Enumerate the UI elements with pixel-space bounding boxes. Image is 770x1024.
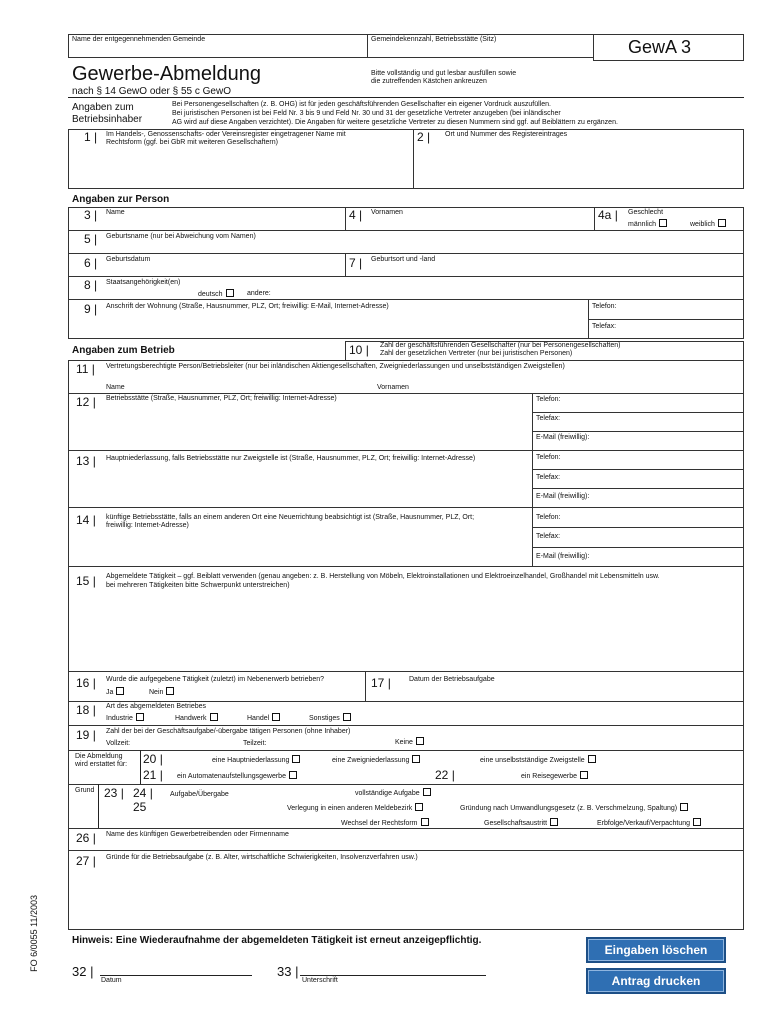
- field-25-number: 25: [133, 800, 147, 814]
- field-2-label: Ort und Nummer des Registereintrages: [445, 131, 568, 138]
- field-11-number: 11 |: [76, 362, 95, 376]
- staff-none[interactable]: Keine: [395, 737, 424, 747]
- none-checkbox[interactable]: [416, 737, 424, 745]
- main-branch-checkbox[interactable]: [292, 755, 300, 763]
- f12-email-label: E-Mail (freiwillig):: [536, 434, 590, 441]
- field-5-label: Geburtsname (nur bei Abweichung vom Namen): [106, 233, 256, 240]
- field-19-number: 19 |: [76, 728, 96, 742]
- field-5-number: 5 |: [84, 232, 98, 246]
- field-9-number: 9 |: [84, 302, 98, 316]
- header-divider: [68, 97, 744, 98]
- side-form-code: FO 6/0055 11/2003: [29, 894, 40, 972]
- industry-checkbox[interactable]: [136, 713, 144, 721]
- field-18-number: 18 |: [76, 703, 96, 717]
- partner-exit-checkbox[interactable]: [550, 818, 558, 826]
- legal-form-checkbox[interactable]: [421, 818, 429, 826]
- full-giveup-checkbox[interactable]: [423, 788, 431, 796]
- instruction-line-2: die zutreffenden Kästchen ankreuzen: [371, 78, 487, 85]
- field-12-label: Betriebsstätte (Straße, Hausnummer, PLZ, Ort; freiwillig: Internet-Adresse): [106, 395, 337, 402]
- relocation-option[interactable]: Verlegung in einen anderen Meldebezirk: [287, 803, 423, 813]
- field-15-number: 15 |: [76, 574, 96, 588]
- clear-inputs-button[interactable]: Eingaben löschen: [586, 937, 726, 963]
- nationality-german[interactable]: deutsch: [198, 289, 234, 299]
- field-21-number: 21 |: [143, 768, 163, 782]
- field-15-line-1: Abgemeldete Tätigkeit – ggf. Beiblatt verwenden (genau angeben: z. B. Herstellung von Möbeln, Elektroinstallationen und Elektroeinzelhandel, Großhandel mit Lebensmitteln usw.: [106, 573, 660, 580]
- form-title: Gewerbe-Abmeldung: [72, 63, 261, 85]
- field-9-label: Anschrift der Wohnung (Straße, Hausnummer, PLZ, Ort; freiwillig: E-Mail, Internet-Adresse): [106, 303, 389, 310]
- nationality-other[interactable]: andere:: [247, 290, 271, 297]
- field-14-line-1: künftige Betriebsstätte, falls an einem anderen Ort eine Neuerrichtung beabsichtigt ist (Straße, Hausnummer, PLZ, Ort;: [106, 514, 475, 521]
- f14-fax-field[interactable]: [532, 527, 744, 548]
- field-1-label-2: Rechtsform (ggf. bei GbR mit weiteren Gesellschaftern): [106, 139, 278, 146]
- home-phone-label: Telefon:: [592, 303, 617, 310]
- field-14-line-2: freiwillig: Internet-Adresse): [106, 522, 189, 529]
- field-33-number: 33 |: [277, 964, 299, 979]
- field-2-number: 2 |: [417, 130, 431, 144]
- home-fax-label: Telefax:: [592, 323, 617, 330]
- reason-divider: [98, 784, 99, 829]
- field-24-number: 24 |: [133, 786, 153, 800]
- field-10-line-2: Zahl der gesetzlichen Vertreter (nur bei juristischen Personen): [380, 350, 573, 357]
- owner-note-2: Bei juristischen Personen ist bei Feld Nr. 3 bis 9 und Feld Nr. 30 und 31 der gesetzliche Vertreter anzugeben (bei inländischer: [172, 110, 561, 117]
- craft-checkbox[interactable]: [210, 713, 218, 721]
- f12-fax-field[interactable]: [532, 412, 744, 432]
- restructure-checkbox[interactable]: [680, 803, 688, 811]
- field-14-number: 14 |: [76, 513, 96, 527]
- secondary-no[interactable]: Nein: [149, 687, 174, 697]
- type-other[interactable]: Sonstiges: [309, 713, 351, 723]
- f12-fax-label: Telefax:: [536, 415, 561, 422]
- f14-phone-label: Telefon:: [536, 514, 561, 521]
- signature-label: Unterschrift: [302, 977, 338, 984]
- branch-option[interactable]: eine Zweigniederlassung: [332, 755, 420, 765]
- f13-phone-field[interactable]: [532, 450, 744, 470]
- field-21-option[interactable]: ein Automatenaufstellungsgewerbe: [177, 771, 297, 781]
- field-13-label: Hauptniederlassung, falls Betriebsstätte nur Zweigstelle ist (Straße, Hausnummer, PLZ, Ort; freiwillig: Internet-Adresse): [106, 455, 476, 462]
- field-26-label: Name des künftigen Gewerbetreibenden oder Firmenname: [106, 831, 289, 838]
- field-27-number: 27 |: [76, 854, 96, 868]
- field-11-firstname: Vornamen: [377, 384, 409, 391]
- german-checkbox[interactable]: [226, 289, 234, 297]
- field-16-label: Wurde die aufgegebene Tätigkeit (zuletzt) im Nebenerwerb betrieben?: [106, 676, 325, 683]
- secondary-no-checkbox[interactable]: [166, 687, 174, 695]
- field-4a-label: Geschlecht: [628, 209, 664, 216]
- reason-label: Grund: [75, 787, 95, 794]
- field-1-label-1: Im Handels-, Genossenschafts- oder Vereinsregister eingetragener Name mit: [106, 131, 346, 138]
- field-4-number: 4 |: [349, 208, 363, 222]
- resumption-note: Hinweis: Eine Wiederaufnahme der abgemeldeten Tätigkeit ist erneut anzeigepflichtig.: [72, 935, 482, 946]
- date-line[interactable]: [100, 975, 252, 976]
- field-32-number: 32 |: [72, 964, 94, 979]
- male-checkbox[interactable]: [659, 219, 667, 227]
- municipality-label: Name der entgegennehmenden Gemeinde: [72, 36, 206, 43]
- full-giveup-option[interactable]: vollständige Aufgabe: [355, 788, 431, 798]
- type-trade[interactable]: Handel: [247, 713, 280, 723]
- f12-phone-field[interactable]: [532, 393, 744, 413]
- type-craft[interactable]: Handwerk: [175, 713, 218, 723]
- f13-fax-label: Telefax:: [536, 474, 561, 481]
- field-26-number: 26 |: [76, 831, 96, 845]
- field-10-number: 10 |: [349, 343, 369, 357]
- field-11-name: Name: [106, 384, 125, 391]
- field-15-line-2: bei mehreren Tätigkeiten bitte Schwerpunkt unterstreichen): [106, 582, 290, 589]
- secondary-yes[interactable]: Ja: [106, 687, 124, 697]
- relocation-checkbox[interactable]: [415, 803, 423, 811]
- female-checkbox[interactable]: [718, 219, 726, 227]
- staff-parttime[interactable]: Teilzeit:: [243, 740, 267, 747]
- field-6-label: Geburtsdatum: [106, 256, 151, 263]
- field-4-label: Vornamen: [371, 209, 403, 216]
- owner-heading-2: Betriebsinhaber: [72, 114, 143, 125]
- f14-phone-field[interactable]: [532, 507, 744, 528]
- field-4a-number: 4a |: [598, 208, 618, 222]
- person-heading: Angaben zur Person: [72, 194, 170, 205]
- dereg-divider: [140, 750, 141, 785]
- restructure-option[interactable]: Gründung nach Umwandlungsgesetz (z. B. Verschmelzung, Spaltung): [460, 803, 688, 813]
- partner-exit-option[interactable]: Gesellschaftsaustritt: [484, 818, 558, 828]
- gender-female[interactable]: weiblich: [690, 219, 726, 229]
- owner-heading-1: Angaben zum: [72, 102, 134, 113]
- field-6-number: 6 |: [84, 256, 98, 270]
- field-3-number: 3 |: [84, 208, 98, 222]
- staff-fulltime[interactable]: Vollzeit:: [106, 740, 131, 747]
- field-18-label: Art des abgemeldeten Betriebes: [106, 703, 207, 710]
- field-1-number: 1 |: [84, 130, 98, 144]
- f13-phone-label: Telefon:: [536, 454, 561, 461]
- signature-line[interactable]: [300, 975, 486, 976]
- dependent-branch-option[interactable]: eine unselbstständige Zweigstelle: [480, 755, 596, 765]
- gender-male[interactable]: männlich: [628, 219, 667, 229]
- dependent-branch-checkbox[interactable]: [588, 755, 596, 763]
- field-27-label: Gründe für die Betriebsaufgabe (z. B. Alter, wirtschaftliche Schwierigkeiten, Insolvenzverfahren usw.): [106, 854, 418, 861]
- field-17-label: Datum der Betriebsaufgabe: [409, 676, 495, 683]
- field-13-number: 13 |: [76, 454, 96, 468]
- field-16-number: 16 |: [76, 676, 96, 690]
- trade-checkbox[interactable]: [272, 713, 280, 721]
- form-subtitle: nach § 14 GewO oder § 55 c GewO: [72, 86, 231, 97]
- field-17-number: 17 |: [371, 676, 391, 690]
- field-22-option[interactable]: ein Reisegewerbe: [521, 771, 588, 781]
- f14-fax-label: Telefax:: [536, 533, 561, 540]
- form-code: GewA 3: [628, 37, 692, 57]
- itinerant-checkbox[interactable]: [580, 771, 588, 779]
- field-3-label: Name: [106, 209, 125, 216]
- branch-checkbox[interactable]: [412, 755, 420, 763]
- f13-fax-field[interactable]: [532, 469, 744, 489]
- field-8-number: 8 |: [84, 278, 98, 292]
- legal-form-option[interactable]: Wechsel der Rechtsform: [341, 818, 429, 828]
- business-heading: Angaben zum Betrieb: [72, 345, 175, 356]
- field-7-label: Geburtsort und -land: [371, 256, 436, 263]
- field-10-line-1: Zahl der geschäftsführenden Gesellschafter (nur bei Personengesellschaften): [380, 342, 621, 349]
- deregistration-for-1: Die Abmeldung: [75, 753, 123, 760]
- deregistration-for-2: wird erstattet für:: [75, 761, 128, 768]
- f13-email-label: E-Mail (freiwillig):: [536, 493, 590, 500]
- field-23-number: 23 |: [104, 786, 124, 800]
- date-label: Datum: [101, 977, 122, 984]
- giveup-label: Aufgabe/Übergabe: [170, 791, 229, 798]
- field-22-number: 22 |: [435, 768, 455, 782]
- succession-option[interactable]: Erbfolge/Verkauf/Verpachtung: [597, 818, 701, 828]
- f14-email-label: E-Mail (freiwillig):: [536, 553, 590, 560]
- owner-note-1: Bei Personengesellschaften (z. B. OHG) ist für jeden geschäftsführenden Gesellschafter ein eigener Vordruck auszufüllen.: [172, 101, 551, 108]
- instruction-line-1: Bitte vollständig und gut lesbar ausfüllen sowie: [371, 70, 517, 77]
- vending-checkbox[interactable]: [289, 771, 297, 779]
- f12-phone-label: Telefon:: [536, 396, 561, 403]
- print-form-button[interactable]: Antrag drucken: [586, 968, 726, 994]
- field-7-number: 7 |: [349, 256, 363, 270]
- field-19-label: Zahl der bei der Geschäftsaufgabe/-übergabe tätigen Personen (ohne Inhaber): [106, 728, 351, 735]
- secondary-yes-checkbox[interactable]: [116, 687, 124, 695]
- type-industry[interactable]: Industrie: [106, 713, 144, 723]
- field-12-number: 12 |: [76, 395, 96, 409]
- field-20-number: 20 |: [143, 752, 163, 766]
- field-11-label: Vertretungsberechtigte Person/Betriebsleiter (nur bei inländischen Aktiengesellschaften, Zweigniederlassungen und unselbstständigen Zweigstellen): [106, 363, 565, 370]
- succession-checkbox[interactable]: [693, 818, 701, 826]
- field-8-label: Staatsangehörigkeit(en): [106, 279, 181, 286]
- municipality-code-label: Gemeindekennzahl, Betriebsstätte (Sitz): [371, 36, 497, 43]
- owner-note-3: AG wird auf diese Angaben verzichtet). Die Angaben für weitere gesetzliche Vertreter zu diesen Nummern sind ggf. auf Beiblättern zu ergänzen.: [172, 119, 618, 126]
- other-checkbox[interactable]: [343, 713, 351, 721]
- field-20-option[interactable]: eine Hauptniederlassung: [212, 755, 300, 765]
